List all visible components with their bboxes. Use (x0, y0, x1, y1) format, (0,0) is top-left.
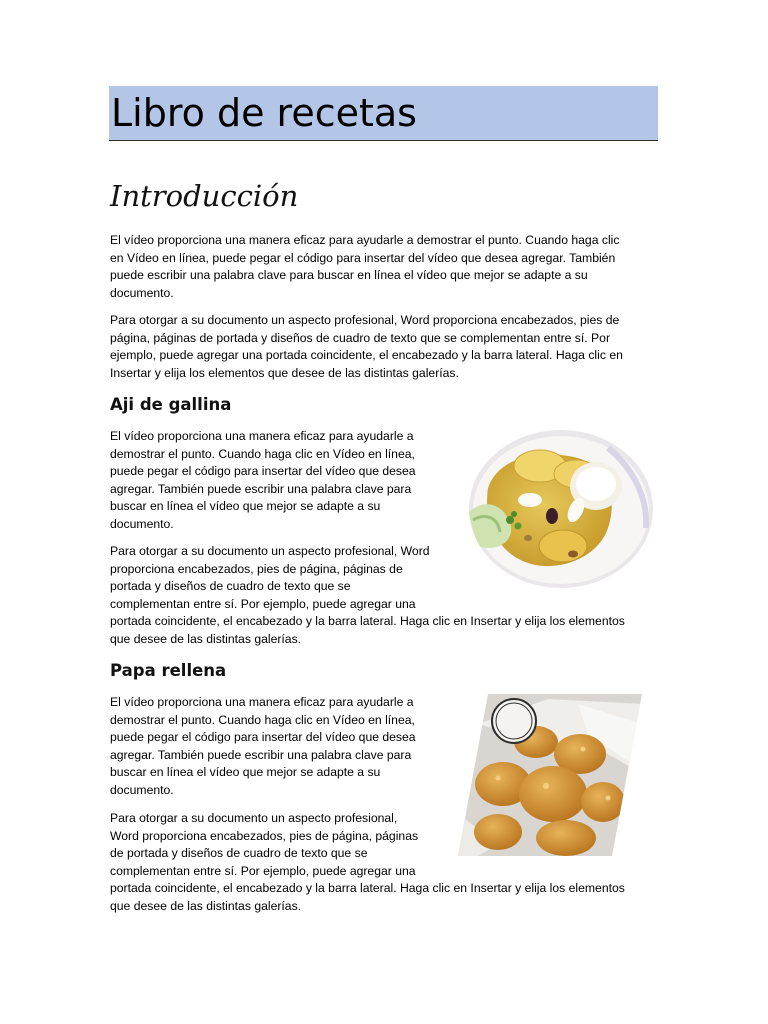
text-line: El vídeo proporciona una manera eficaz para ayudarle a (110, 429, 414, 443)
text-line: que desee de las distintas galerías. (110, 898, 302, 913)
text-line: Insertar y elija los elementos que desee de las distintas galerías. (110, 365, 459, 380)
text-line: El vídeo proporciona una manera eficaz para ayudarle a demostrar el punto. Cuando haga clic (110, 233, 620, 247)
aji-de-gallina-photo (468, 428, 654, 590)
title-band (109, 86, 658, 141)
text-line: buscar en línea el vídeo que mejor se adapte a su (110, 765, 381, 779)
text-line: de portada y diseños de cuadro de texto que se (110, 846, 368, 860)
text-line: Para otorgar a su documento un aspecto profesional, Word (110, 544, 430, 558)
intro-paragraph-1 (110, 232, 619, 302)
text-line: puede escribir una palabra clave para buscar en línea el vídeo que mejor se adapte a su (110, 268, 588, 282)
text-line: Para otorgar a su documento un aspecto profesional, Word proporciona encabezados, pies de (110, 313, 620, 327)
text-line: portada coincidente, el encabezado y la barra lateral. Haga clic en Insertar y elija los elementos (110, 881, 625, 895)
section-heading-aji-de-gallina: Aji de gallina (110, 395, 232, 414)
text-line: documento. (110, 782, 174, 797)
text-line: documento. (110, 285, 174, 300)
text-line: en Vídeo en línea, puede pegar el código para insertar del vídeo que desea agregar. También (110, 250, 616, 265)
text-line: agregar. También puede escribir una palabra clave para (110, 747, 412, 762)
text-line: que desee de las distintas galerías. (110, 631, 302, 646)
papa-rellena-photo (458, 694, 642, 856)
text-line: Word proporciona encabezados, pies de página, páginas (110, 828, 419, 843)
intro-heading: Introducción (110, 179, 299, 213)
text-line: portada y diseños de cuadro de texto que se (110, 579, 351, 593)
page-title: Libro de recetas (111, 91, 417, 135)
text-line: agregar. También puede escribir una palabra clave para (110, 481, 412, 496)
text-line: proporciona encabezados, pies de página, páginas de (110, 561, 403, 576)
text-line: El vídeo proporciona una manera eficaz para ayudarle a (110, 695, 414, 709)
text-line: demostrar el punto. Cuando haga clic en Vídeo en línea, (110, 712, 415, 727)
text-line: buscar en línea el vídeo que mejor se adapte a su (110, 499, 381, 513)
text-line: puede pegar el código para insertar del vídeo que desea (110, 730, 416, 744)
aji-paragraph-1 (110, 428, 416, 533)
papa-paragraph-1 (110, 694, 416, 799)
text-line: complementan entre sí. Por ejemplo, puede agregar una (110, 596, 416, 611)
text-line: página, páginas de portada y diseños de cuadro de texto que se complementan entre sí. Por (110, 330, 611, 345)
text-line: portada coincidente, el encabezado y la barra lateral. Haga clic en Insertar y elija los elementos (110, 614, 625, 628)
text-line: documento. (110, 516, 174, 531)
text-line: puede pegar el código para insertar del vídeo que desea (110, 464, 416, 478)
text-line: ejemplo, puede agregar una portada coincidente, el encabezado y la barra lateral. Haga clic en (110, 348, 623, 362)
section-heading-papa-rellena: Papa rellena (110, 661, 227, 680)
text-line: complementan entre sí. Por ejemplo, puede agregar una (110, 863, 416, 878)
text-line: demostrar el punto. Cuando haga clic en Vídeo en línea, (110, 446, 415, 461)
text-line: Para otorgar a su documento un aspecto profesional, (110, 811, 398, 825)
intro-paragraph-2 (110, 312, 623, 382)
